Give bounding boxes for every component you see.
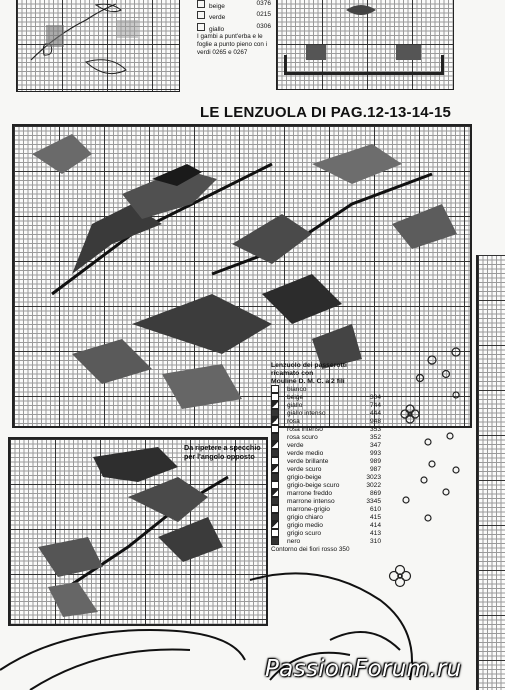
legend-row [271,497,381,505]
legend-row [271,425,381,433]
stitch-symbol-icon [271,449,279,457]
thread-code: 948 [369,417,381,425]
stitch-symbol-icon [271,497,279,505]
thread-name: beige [287,393,304,401]
thread-code: 869 [369,489,381,497]
stitch-symbol-icon [271,537,279,545]
page-title: LE LENZUOLA DI PAG.12-13-14-15 [200,104,452,121]
thread-name: rosa [287,417,300,425]
thread-name: rosa scuro [287,433,318,441]
thread-code: 413 [369,529,381,537]
legend-row [271,417,381,425]
thread-name: verde medio [287,449,324,457]
thread-name: giallo [287,401,303,409]
stitch-symbol-icon [271,521,279,529]
legend-row [271,401,381,409]
stitch-symbol-icon [271,393,279,401]
decorative-flowers [370,340,480,570]
legend-row [271,473,381,481]
stitch-symbol-icon [271,417,279,425]
top-legend-row: giallo 0306 [197,23,271,34]
legend-row [271,457,381,465]
legend-header: ricamato con [271,369,314,377]
thread-name: marrone-grigio [287,505,330,513]
thread-name: verde [287,441,304,449]
thread-code: 304 [369,393,381,401]
legend-row [271,433,381,441]
thread-name: rosa intenso [287,425,323,433]
thread-name: grigio chiaro [287,513,323,521]
thread-name: grigio-beige scuro [287,481,340,489]
legend-footer: Contorno dei fiori rosso 350 [271,546,350,554]
stitch-symbol-icon [271,457,279,465]
legend-row [271,409,381,417]
thread-name: giallo intenso [287,409,326,417]
stitch-symbol-icon [271,505,279,513]
thread-code: 310 [369,537,381,545]
stitch-symbol-icon [271,441,279,449]
legend-row [271,441,381,449]
stitch-symbol-icon [271,433,279,441]
legend-row [271,529,381,537]
thread-code: 987 [369,465,381,473]
legend-row [271,393,381,401]
thread-code: 347 [369,441,381,449]
stitch-symbol-icon [271,409,279,417]
thread-code: 610 [369,505,381,513]
stitch-symbol-icon [271,481,279,489]
legend-row [271,465,381,473]
stitch-symbol-icon [271,385,279,393]
thread-name: verde scuro [287,465,322,473]
legend-row [271,505,381,513]
thread-name: grigio medio [287,521,323,529]
border-motif [276,0,456,90]
thread-code: 414 [369,521,381,529]
legend-header: Mouliné D. M. C. a 2 fili [271,377,345,385]
thread-code: 415 [369,513,381,521]
thread-code: 989 [369,457,381,465]
thread-code: 353 [369,425,381,433]
legend-row [271,513,381,521]
stitch-symbol-icon [271,489,279,497]
flower-outline-icon [16,0,186,95]
thread-code: 3345 [366,497,381,505]
thread-name: verde brillante [287,457,329,465]
thread-code: 993 [369,449,381,457]
legend-row [271,489,381,497]
legend-header: Lenzuolo dei passerotti [271,362,347,369]
stitch-symbol-icon [271,465,279,473]
legend-row [271,521,381,529]
legend-row [271,481,381,489]
mirror-instruction: Da ripetere a specchio per l'angolo opposto [184,443,261,461]
stitch-symbol-icon [271,401,279,409]
thread-code: 3023 [366,473,381,481]
facing-page-edge [476,255,505,690]
legend-row [271,385,381,393]
top-thread-legend [197,0,271,34]
thread-code: 3022 [366,481,381,489]
top-legend-row: verde 0215 [197,11,271,22]
top-legend-row: beige 0376 [197,0,271,11]
legend-row [271,537,381,545]
thread-name: marrone intenso [287,497,335,505]
thread-name: grigio-beige [287,473,322,481]
thread-name: bianco [287,385,307,393]
thread-code: 352 [369,433,381,441]
thread-code: 444 [369,409,381,417]
thread-name: marrone freddo [287,489,333,497]
watermark: PassionForum.ru [265,656,462,682]
thread-name: nero [287,537,301,545]
stitch-symbol-icon [271,529,279,537]
thread-code: 744 [369,401,381,409]
stitch-symbol-icon [271,425,279,433]
top-legend-note: I gambi a punt'erba e le foglie a punto pieno con i verdi 0265 e 0267 [197,33,268,56]
thread-name: grigio scuro [287,529,322,537]
thread-legend [271,362,381,554]
legend-row [271,449,381,457]
stitch-symbol-icon [271,513,279,521]
stitch-symbol-icon [271,473,279,481]
